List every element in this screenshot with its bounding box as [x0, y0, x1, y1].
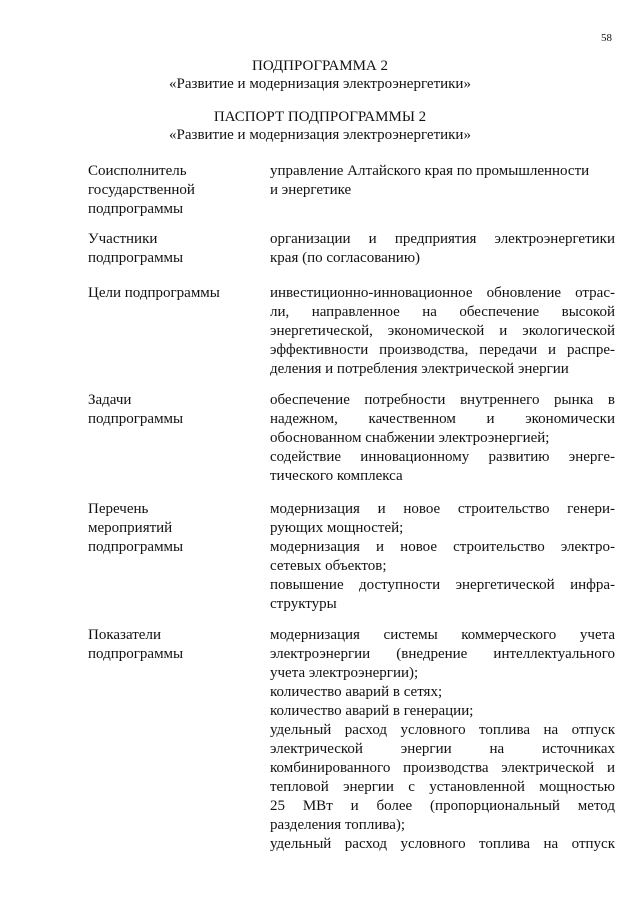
- row-value: модернизация и новое строительство генери- рующих мощностей; модернизация и новое строительство электро- сетевых объектов; повышение доступности энергетической инфра- структуры: [270, 501, 615, 612]
- page-number: 58: [601, 32, 612, 44]
- row-label: Перечень мероприятий подпрограммы: [88, 501, 184, 555]
- row-label: Показатели подпрограммы: [88, 627, 184, 662]
- row-label: Соисполнитель государственной подпрограммы: [88, 163, 195, 217]
- row-value: инвестиционно-инновационное обновление отрас- ли, направленное на обеспечение высокой энергетической, экономической и экологической эффективности производства, передачи и распре- деления и потребления электрической энергии: [270, 285, 615, 377]
- row-label: Задачи подпрограммы: [88, 392, 184, 427]
- row-label: Цели подпрограммы: [88, 285, 220, 301]
- passport-subtitle: «Развитие и модернизация электроэнергетики»: [169, 127, 471, 143]
- row-value: обеспечение потребности внутреннего рынка в надежном, качественном и экономически обоснованном снабжении электроэнергией; содействие инновационному развитию энерге- тического комплекса: [270, 392, 615, 484]
- row-value: модернизация системы коммерческого учета электроэнергии (внедрение интеллектуального учета электроэнергии); количество аварий в сетях; количество аварий в генерации; удельный расход условного топлива на отпуск электрической энергии на источниках комбинированного производства электрической и тепловой энергии с установленной мощностью 25 МВт и более (пропорциональный метод разделения топлива); удельный расход условного топлива на отпуск: [270, 627, 615, 852]
- subprogram-title: ПОДПРОГРАММА 2: [251, 58, 389, 74]
- subprogram-subtitle: «Развитие и модернизация электроэнергетики»: [169, 76, 471, 92]
- row-label: Участники подпрограммы: [88, 231, 184, 266]
- row-value: управление Алтайского края по промышленности и энергетике: [270, 163, 590, 198]
- row-value: организации и предприятия электроэнергетики края (по согласованию): [270, 231, 615, 266]
- passport-title: ПАСПОРТ ПОДПРОГРАММЫ 2: [213, 109, 427, 125]
